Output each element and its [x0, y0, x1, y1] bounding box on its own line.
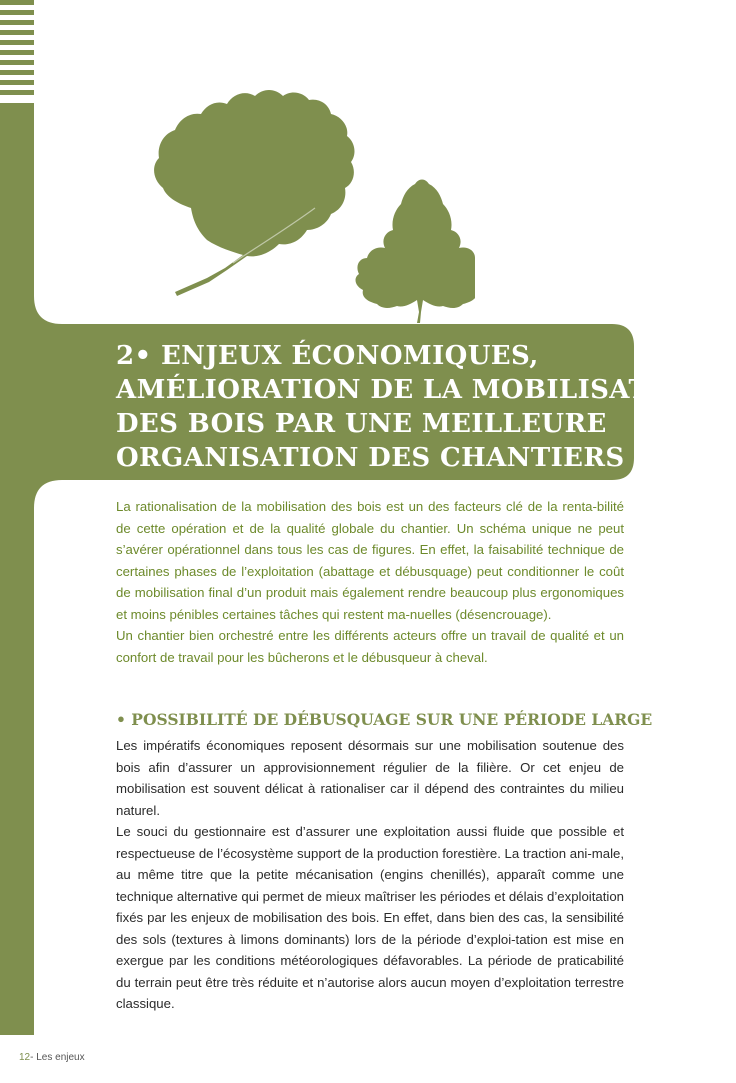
- body-text: [116, 735, 624, 1015]
- page-number: 12: [19, 1052, 31, 1063]
- intro-paragraph: La rationalisation de la mobilisation des bois est un des facteurs clé de la renta-bilité de cette opération et de la qualité globale du chantier. Un schéma unique ne peut s’avérer opérationnel dans tous les cas de figures. En effet, la faisabilité technique de certaines phases de l’exploitation (abattage et débusquage) peut conditionner le coût de mobilisation final d’un produit mais également rendre beaucoup plus ergonomiques et moins pénibles certaines tâches qui restent ma-nuelles (désencrouage).: [116, 499, 624, 622]
- intro-text: [116, 496, 624, 668]
- leaf-icon: [154, 90, 354, 296]
- heading-line: DES BOIS PAR UNE MEILLEURE: [116, 409, 607, 439]
- section-heading: [116, 339, 708, 475]
- heading-line: AMÉLIORATION DE LA MOBILISATION: [116, 375, 708, 405]
- page-footer: [19, 1052, 85, 1063]
- subsection-title: • POSSIBILITÉ DE DÉBUSQUAGE SUR UNE PÉRIODE LARGE: [116, 710, 653, 729]
- body-paragraph: Les impératifs économiques reposent désormais sur une mobilisation soutenue des bois afin d’assurer un approvisionnement régulier de la filière. Or cet enjeu de mobilisation est souvent délicat à rationaliser car il dépend des contraintes du milieu naturel.: [116, 738, 624, 818]
- leaves-illustration: [115, 80, 475, 325]
- intro-paragraph: Un chantier bien orchestré entre les différents acteurs offre un travail de qualité et un confort de travail pour les bûcherons et le débusqueur à cheval.: [116, 628, 624, 665]
- footer-label: - Les enjeux: [30, 1052, 85, 1063]
- body-paragraph: Le souci du gestionnaire est d’assurer une exploitation aussi fluide que possible et respectueuse de l’écosystème support de la production forestière. La traction ani-male, au même titre que la petite mécanisation (engins chenillés), apparaît comme une technique alternative qui permet de mieux maîtriser les périodes et délais d’exploitation fixés par les enjeux de mobilisation des bois. En effet, dans bien des cas, la sensibilité des sols (textures à limons dominants) lors de la période d’exploi-tation est mise en exergue par les conditions météorologiques défavorables. La période de praticabilité du terrain peut être très réduite et n’autorise alors aucun moyen d’exploitation terrestre classique.: [116, 824, 624, 1011]
- heading-line: 2• ENJEUX ÉCONOMIQUES,: [116, 341, 539, 371]
- fig-leaf-icon: [356, 180, 475, 324]
- heading-line: ORGANISATION DES CHANTIERS: [116, 443, 625, 473]
